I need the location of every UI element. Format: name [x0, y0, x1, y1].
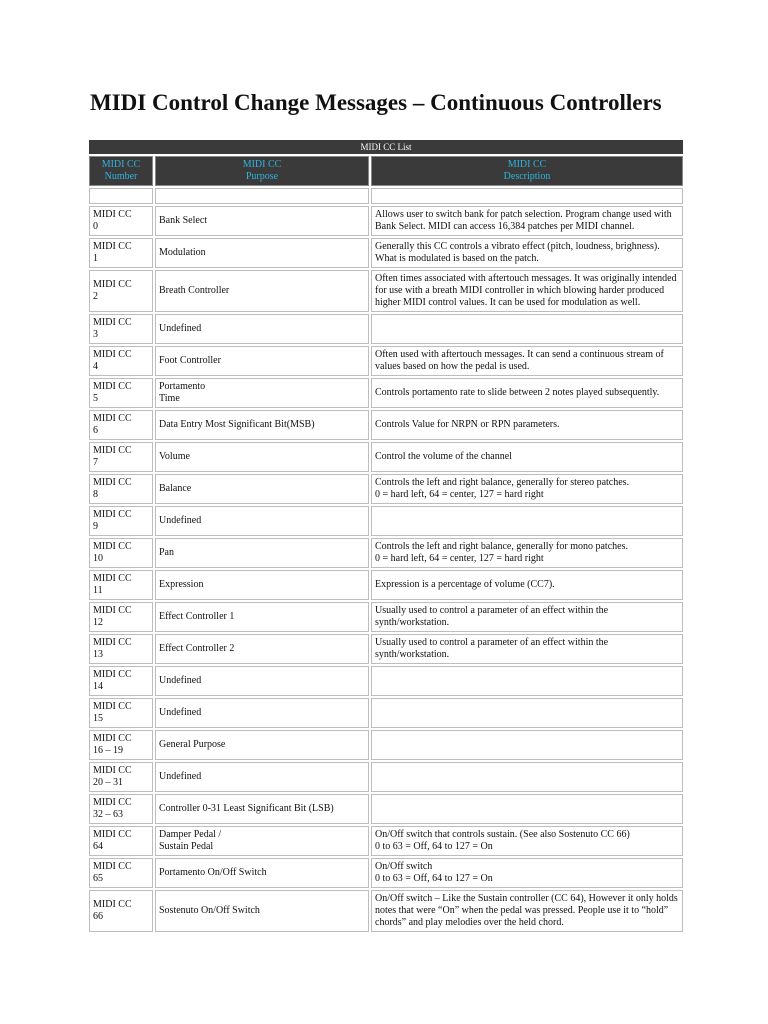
blank-cell — [155, 188, 369, 204]
cc-description-cell — [371, 314, 683, 344]
cc-number-cell: MIDI CC 0 — [89, 206, 153, 236]
table-row — [89, 730, 683, 760]
cc-purpose-cell: Portamento Time — [155, 378, 369, 408]
cc-purpose-cell: Data Entry Most Significant Bit(MSB) — [155, 410, 369, 440]
cc-purpose-cell: Portamento On/Off Switch — [155, 858, 369, 888]
cc-number-cell: MIDI CC 65 — [89, 858, 153, 888]
cc-purpose-cell: Controller 0-31 Least Significant Bit (LSB) — [155, 794, 369, 824]
table-row — [89, 794, 683, 824]
cc-number-cell: MIDI CC 3 — [89, 314, 153, 344]
cc-number-cell: MIDI CC 8 — [89, 474, 153, 504]
table-row — [89, 378, 683, 408]
cc-description-cell: Controls the left and right balance, generally for mono patches. 0 = hard left, 64 = center, 127 = hard right — [371, 538, 683, 568]
cc-description-cell: Usually used to control a parameter of an effect within the synth/workstation. — [371, 602, 683, 632]
table-row — [89, 238, 683, 268]
cc-purpose-cell: General Purpose — [155, 730, 369, 760]
cc-description-cell: On/Off switch 0 to 63 = Off, 64 to 127 = On — [371, 858, 683, 888]
table-row — [89, 762, 683, 792]
cc-number-cell: MIDI CC 7 — [89, 442, 153, 472]
cc-purpose-cell: Balance — [155, 474, 369, 504]
page-title: MIDI Control Change Messages – Continuous Controllers — [90, 90, 662, 115]
cc-description-cell: Allows user to switch bank for patch selection. Program change used with Bank Select. MIDI can access 16,384 patches per MIDI channel. — [371, 206, 683, 236]
table-row — [89, 634, 683, 664]
table-caption-row — [89, 140, 683, 154]
cc-number-cell: MIDI CC 14 — [89, 666, 153, 696]
table-row — [89, 826, 683, 856]
cc-purpose-cell: Breath Controller — [155, 270, 369, 312]
table-row — [89, 314, 683, 344]
table-row — [89, 442, 683, 472]
cc-purpose-cell: Undefined — [155, 666, 369, 696]
cc-purpose-cell: Damper Pedal / Sustain Pedal — [155, 826, 369, 856]
table-row — [89, 206, 683, 236]
cc-description-cell — [371, 794, 683, 824]
blank-row — [89, 188, 683, 204]
cc-number-cell: MIDI CC 9 — [89, 506, 153, 536]
blank-cell — [371, 188, 683, 204]
cc-description-cell — [371, 698, 683, 728]
cc-purpose-cell: Undefined — [155, 506, 369, 536]
cc-purpose-cell: Foot Controller — [155, 346, 369, 376]
table-row — [89, 890, 683, 932]
cc-description-cell: Controls Value for NRPN or RPN parameters. — [371, 410, 683, 440]
cc-number-cell: MIDI CC 5 — [89, 378, 153, 408]
cc-purpose-cell: Sostenuto On/Off Switch — [155, 890, 369, 932]
cc-purpose-cell: Undefined — [155, 762, 369, 792]
cc-purpose-cell: Volume — [155, 442, 369, 472]
table-row — [89, 474, 683, 504]
cc-purpose-cell: Modulation — [155, 238, 369, 268]
table-row — [89, 602, 683, 632]
cc-description-cell: Often times associated with aftertouch messages. It was originally intended for use with a breath MIDI controller in which blowing harder produced higher MIDI control values. It can be used for modulation as well. — [371, 270, 683, 312]
cc-number-cell: MIDI CC 66 — [89, 890, 153, 932]
table-row — [89, 858, 683, 888]
cc-description-cell — [371, 762, 683, 792]
cc-number-cell: MIDI CC 13 — [89, 634, 153, 664]
cc-description-cell — [371, 506, 683, 536]
header-description: MIDI CC Description — [371, 156, 683, 186]
cc-number-cell: MIDI CC 12 — [89, 602, 153, 632]
midi-cc-table — [87, 138, 685, 934]
table-row — [89, 698, 683, 728]
cc-description-cell: Usually used to control a parameter of an effect within the synth/workstation. — [371, 634, 683, 664]
cc-description-cell: Generally this CC controls a vibrato effect (pitch, loudness, brighness). What is modulated is based on the patch. — [371, 238, 683, 268]
table-row — [89, 270, 683, 312]
cc-description-cell: Often used with aftertouch messages. It can send a continuous stream of values based on how the pedal is used. — [371, 346, 683, 376]
table-header-row — [89, 156, 683, 186]
header-number: MIDI CC Number — [89, 156, 153, 186]
cc-description-cell: Control the volume of the channel — [371, 442, 683, 472]
cc-number-cell: MIDI CC 4 — [89, 346, 153, 376]
cc-number-cell: MIDI CC 20 – 31 — [89, 762, 153, 792]
table-row — [89, 570, 683, 600]
cc-description-cell: Expression is a percentage of volume (CC7). — [371, 570, 683, 600]
cc-description-cell — [371, 666, 683, 696]
cc-purpose-cell: Effect Controller 2 — [155, 634, 369, 664]
cc-number-cell: MIDI CC 6 — [89, 410, 153, 440]
cc-description-cell: Controls the left and right balance, generally for stereo patches. 0 = hard left, 64 = center, 127 = hard right — [371, 474, 683, 504]
cc-number-cell: MIDI CC 16 – 19 — [89, 730, 153, 760]
cc-purpose-cell: Pan — [155, 538, 369, 568]
cc-purpose-cell: Expression — [155, 570, 369, 600]
table-row — [89, 410, 683, 440]
table-row — [89, 666, 683, 696]
cc-purpose-cell: Undefined — [155, 314, 369, 344]
cc-purpose-cell: Undefined — [155, 698, 369, 728]
cc-purpose-cell: Effect Controller 1 — [155, 602, 369, 632]
cc-number-cell: MIDI CC 32 – 63 — [89, 794, 153, 824]
cc-description-cell: On/Off switch that controls sustain. (See also Sostenuto CC 66) 0 to 63 = Off, 64 to 127 = On — [371, 826, 683, 856]
cc-description-cell: Controls portamento rate to slide between 2 notes played subsequently. — [371, 378, 683, 408]
cc-description-cell: On/Off switch – Like the Sustain controller (CC 64), However it only holds notes that were “On” when the pedal was pressed. People use it to “hold” chords” and play melodies over the held chord. — [371, 890, 683, 932]
cc-purpose-cell: Bank Select — [155, 206, 369, 236]
cc-number-cell: MIDI CC 11 — [89, 570, 153, 600]
table-row — [89, 506, 683, 536]
cc-number-cell: MIDI CC 2 — [89, 270, 153, 312]
cc-description-cell — [371, 730, 683, 760]
cc-number-cell: MIDI CC 10 — [89, 538, 153, 568]
cc-number-cell: MIDI CC 1 — [89, 238, 153, 268]
cc-number-cell: MIDI CC 15 — [89, 698, 153, 728]
table-caption: MIDI CC List — [89, 140, 683, 154]
table-row — [89, 538, 683, 568]
cc-number-cell: MIDI CC 64 — [89, 826, 153, 856]
header-purpose: MIDI CC Purpose — [155, 156, 369, 186]
table-row — [89, 346, 683, 376]
blank-cell — [89, 188, 153, 204]
